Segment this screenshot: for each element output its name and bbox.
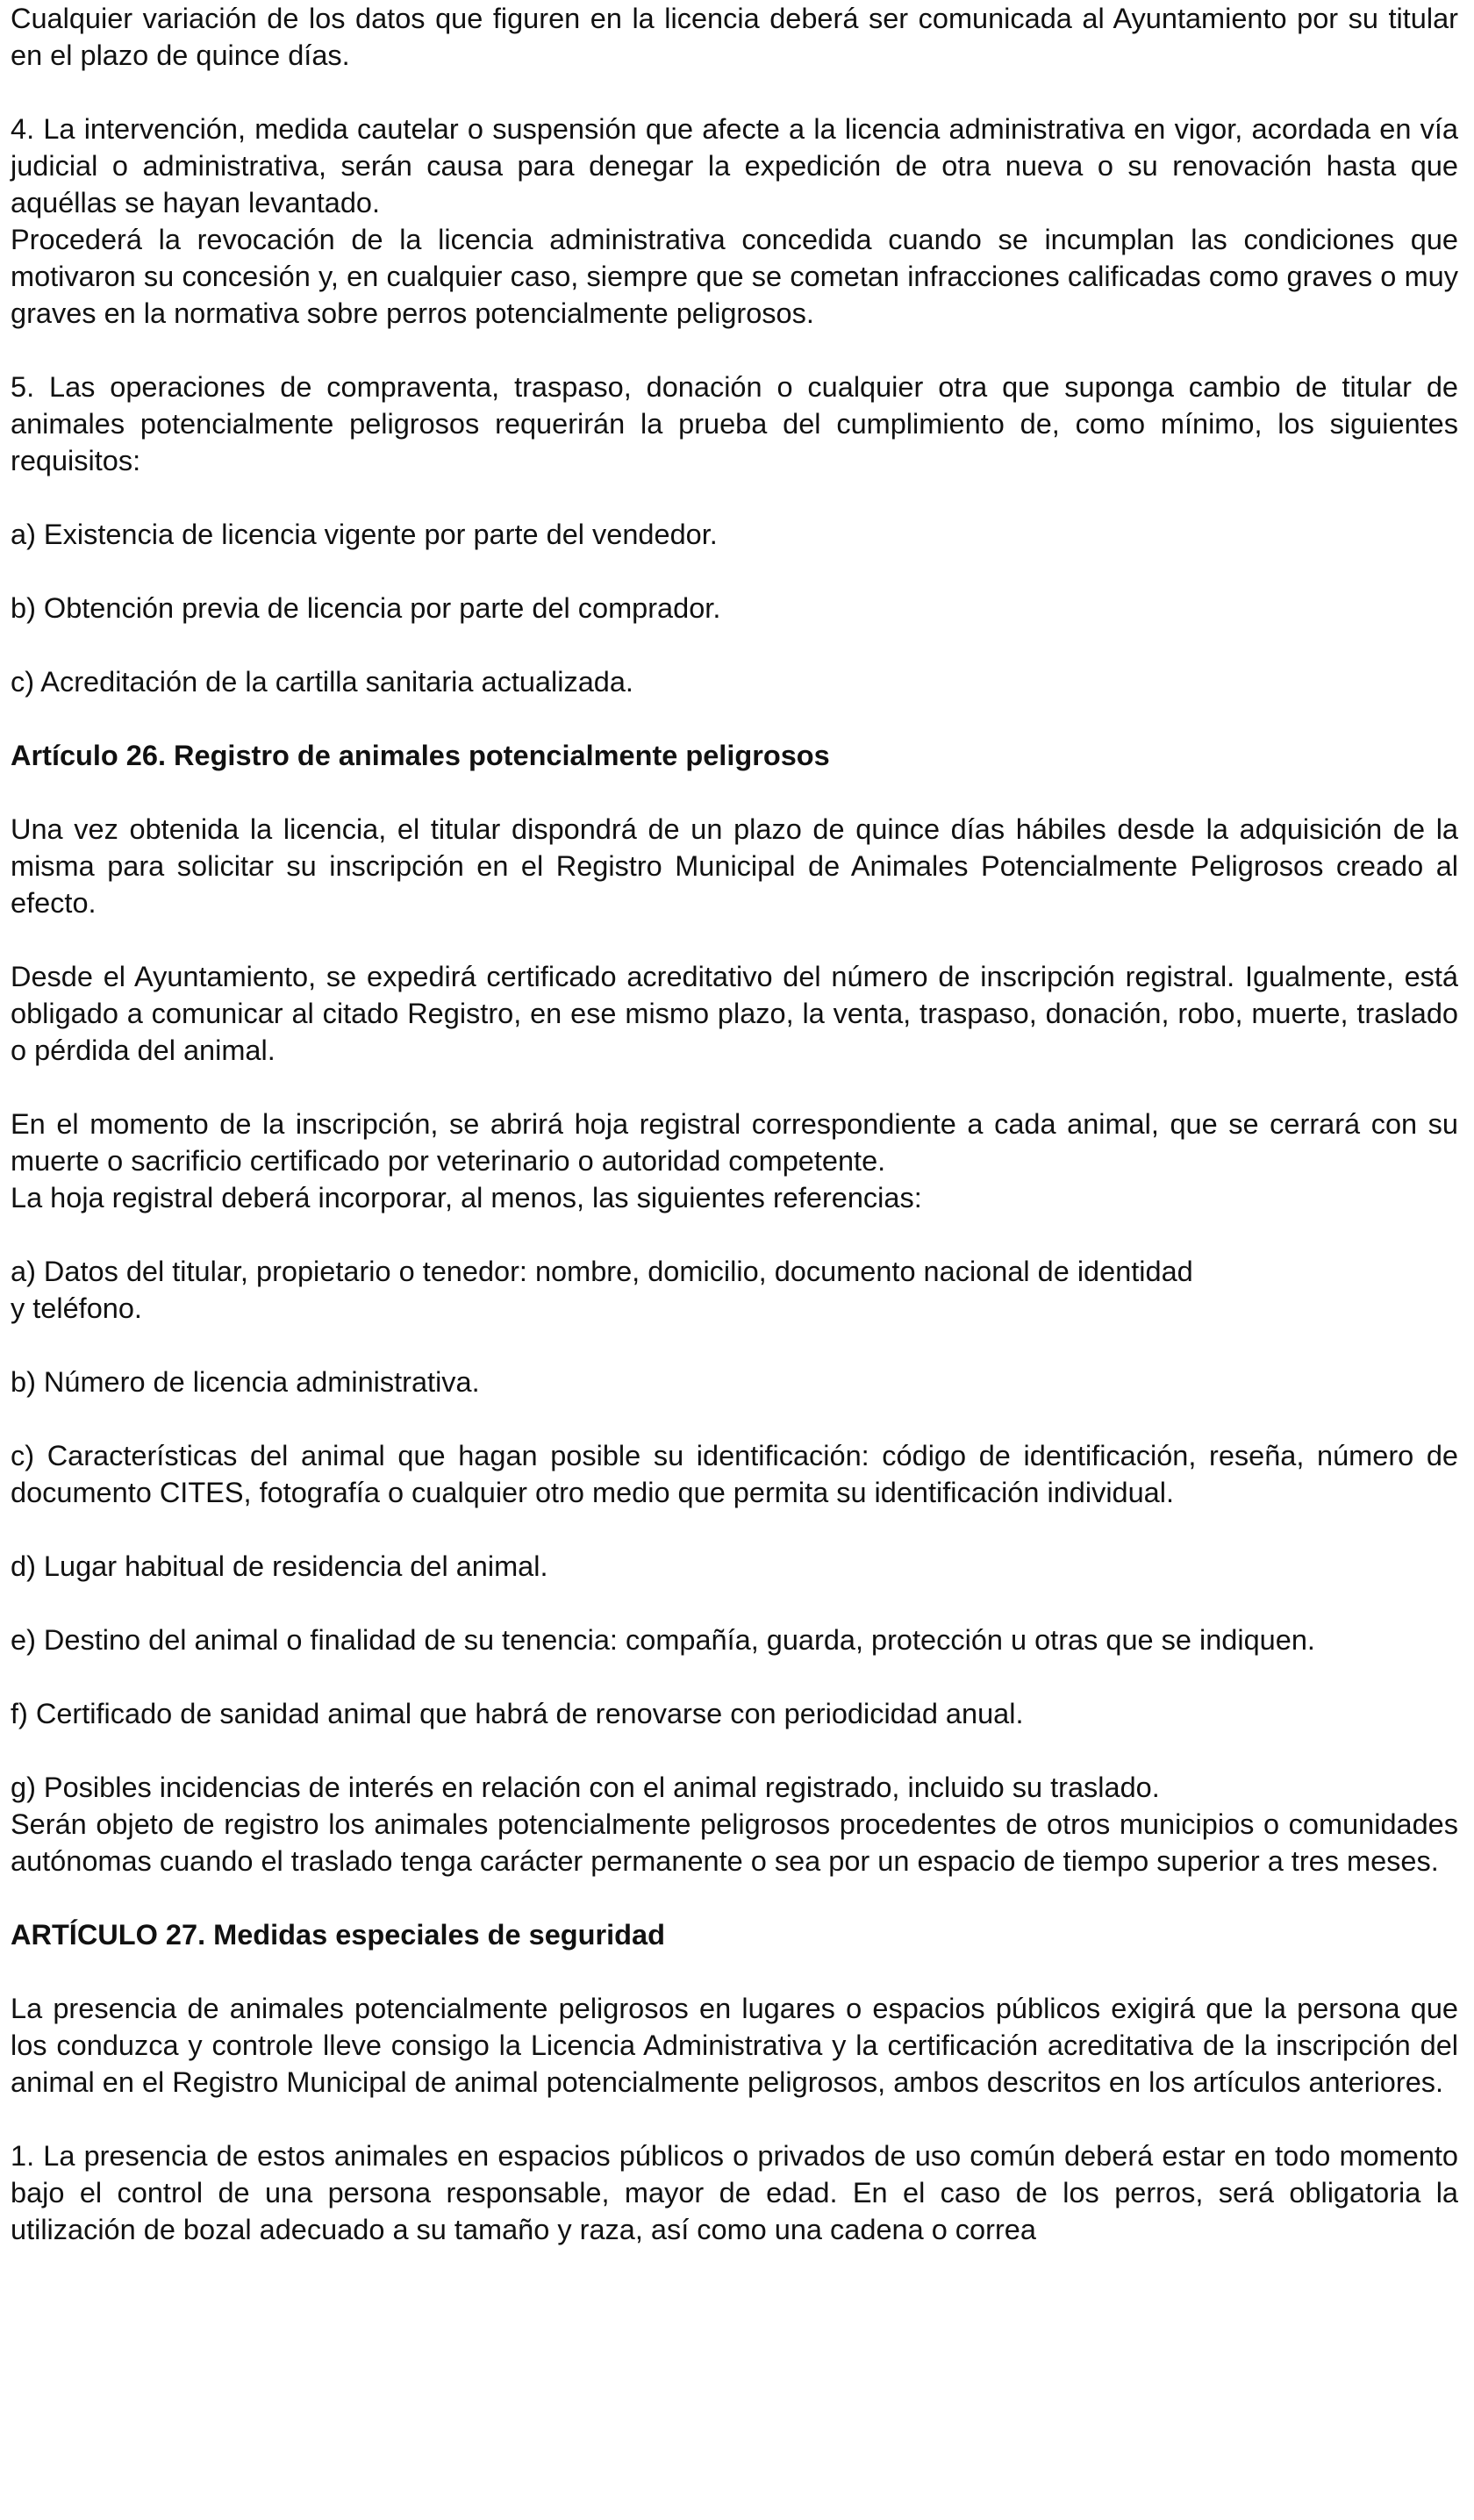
list-item-b: b) Obtención previa de licencia por parte del comprador.: [11, 592, 721, 624]
list-item-a: a) Existencia de licencia vigente por parte del vendedor.: [11, 519, 718, 550]
paragraph-responsible-control: 1. La presencia de estos animales en espacios públicos o privados de uso común deberá estar en todo momento bajo el control de una persona responsable, mayor de edad. En el caso de los perros, será obligatoria la utilización de bozal adecuado a su tamaño y raza, así como una cadena o correa: [11, 2140, 1458, 2245]
paragraph-intervention: 4. La intervención, medida cautelar o suspensión que afecte a la licencia administrativa en vigor, acordada en vía judicial o administrativa, serán causa para denegar la expedición de otra nueva o su renovación hasta que aquéllas se hayan levantado.: [11, 113, 1458, 218]
paragraph-registration-deadline: Una vez obtenida la licencia, el titular dispondrá de un plazo de quince días hábiles desde la adquisición de la misma para solicitar su inscripción en el Registro Municipal de Animales Potencialmente Peligrosos creado al efecto.: [11, 813, 1458, 919]
list-item-owner-data-line2: y teléfono.: [11, 1292, 142, 1324]
list-item-animal-features: c) Características del animal que hagan posible su identificación: código de identificación, reseña, número de documento CITES, fotografía o cualquier otro medio que permita su identificación individual.: [11, 1440, 1458, 1508]
list-item-owner-data-line1: a) Datos del titular, propietario o tenedor: nombre, domicilio, documento nacional de identidad: [11, 1256, 1193, 1287]
paragraph-license-variation: Cualquier variación de los datos que figuren en la licencia deberá ser comunicada al Ayuntamiento por su titular en el plazo de quince días.: [11, 3, 1458, 71]
paragraph-sale-operations: 5. Las operaciones de compraventa, traspaso, donación o cualquier otra que suponga cambio de titular de animales potencialmente peligrosos requerirán la prueba del cumplimiento de, como mínimo, los siguientes requisitos:: [11, 371, 1458, 476]
paragraph-registry-sheet: En el momento de la inscripción, se abrirá hoja registral correspondiente a cada animal, que se cerrará con su muerte o sacrificio certificado por veterinario o autoridad competente.: [11, 1108, 1458, 1177]
heading-article-27: ARTÍCULO 27. Medidas especiales de seguridad: [11, 1919, 665, 1951]
heading-article-26: Artículo 26. Registro de animales potencialmente peligrosos: [11, 740, 830, 771]
list-item-destination: e) Destino del animal o finalidad de su tenencia: compañía, guarda, protección u otras que se indiquen.: [11, 1624, 1315, 1656]
paragraph-certificate: Desde el Ayuntamiento, se expedirá certificado acreditativo del número de inscripción registral. Igualmente, está obligado a comunicar al citado Registro, en ese mismo plazo, la venta, traspaso, donación, robo, muerte, traslado o pérdida del animal.: [11, 961, 1458, 1066]
list-item-residence: d) Lugar habitual de residencia del animal.: [11, 1550, 548, 1582]
document-page: [11, 0, 1458, 2248]
list-item-health-certificate: f) Certificado de sanidad animal que habrá de renovarse con periodicidad anual.: [11, 1698, 1024, 1729]
paragraph-revocation: Procederá la revocación de la licencia administrativa concedida cuando se incumplan las condiciones que motivaron su concesión y, en cualquier caso, siempre que se cometan infracciones calificadas como graves o muy graves en la normativa sobre perros potencialmente peligrosos.: [11, 224, 1458, 329]
paragraph-other-municipalities: Serán objeto de registro los animales potencialmente peligrosos procedentes de otros municipios o comunidades autónomas cuando el traslado tenga carácter permanente o sea por un espacio de tiempo superior a tres meses.: [11, 1808, 1458, 1877]
list-item-owner-data: [11, 1253, 1458, 1327]
paragraph-registry-references: La hoja registral deberá incorporar, al menos, las siguientes referencias:: [11, 1182, 922, 1213]
list-item-license-number: b) Número de licencia administrativa.: [11, 1366, 480, 1398]
paragraph-public-presence: La presencia de animales potencialmente peligrosos en lugares o espacios públicos exigirá que la persona que los conduzca y controle lleve consigo la Licencia Administrativa y la certificación acreditativa de la inscripción del animal en el Registro Municipal de animal potencialmente peligrosos, ambos descritos en los artículos anteriores.: [11, 1993, 1458, 2098]
list-item-incidents: g) Posibles incidencias de interés en relación con el animal registrado, incluido su traslado.: [11, 1772, 1160, 1803]
list-item-c: c) Acreditación de la cartilla sanitaria actualizada.: [11, 666, 633, 698]
